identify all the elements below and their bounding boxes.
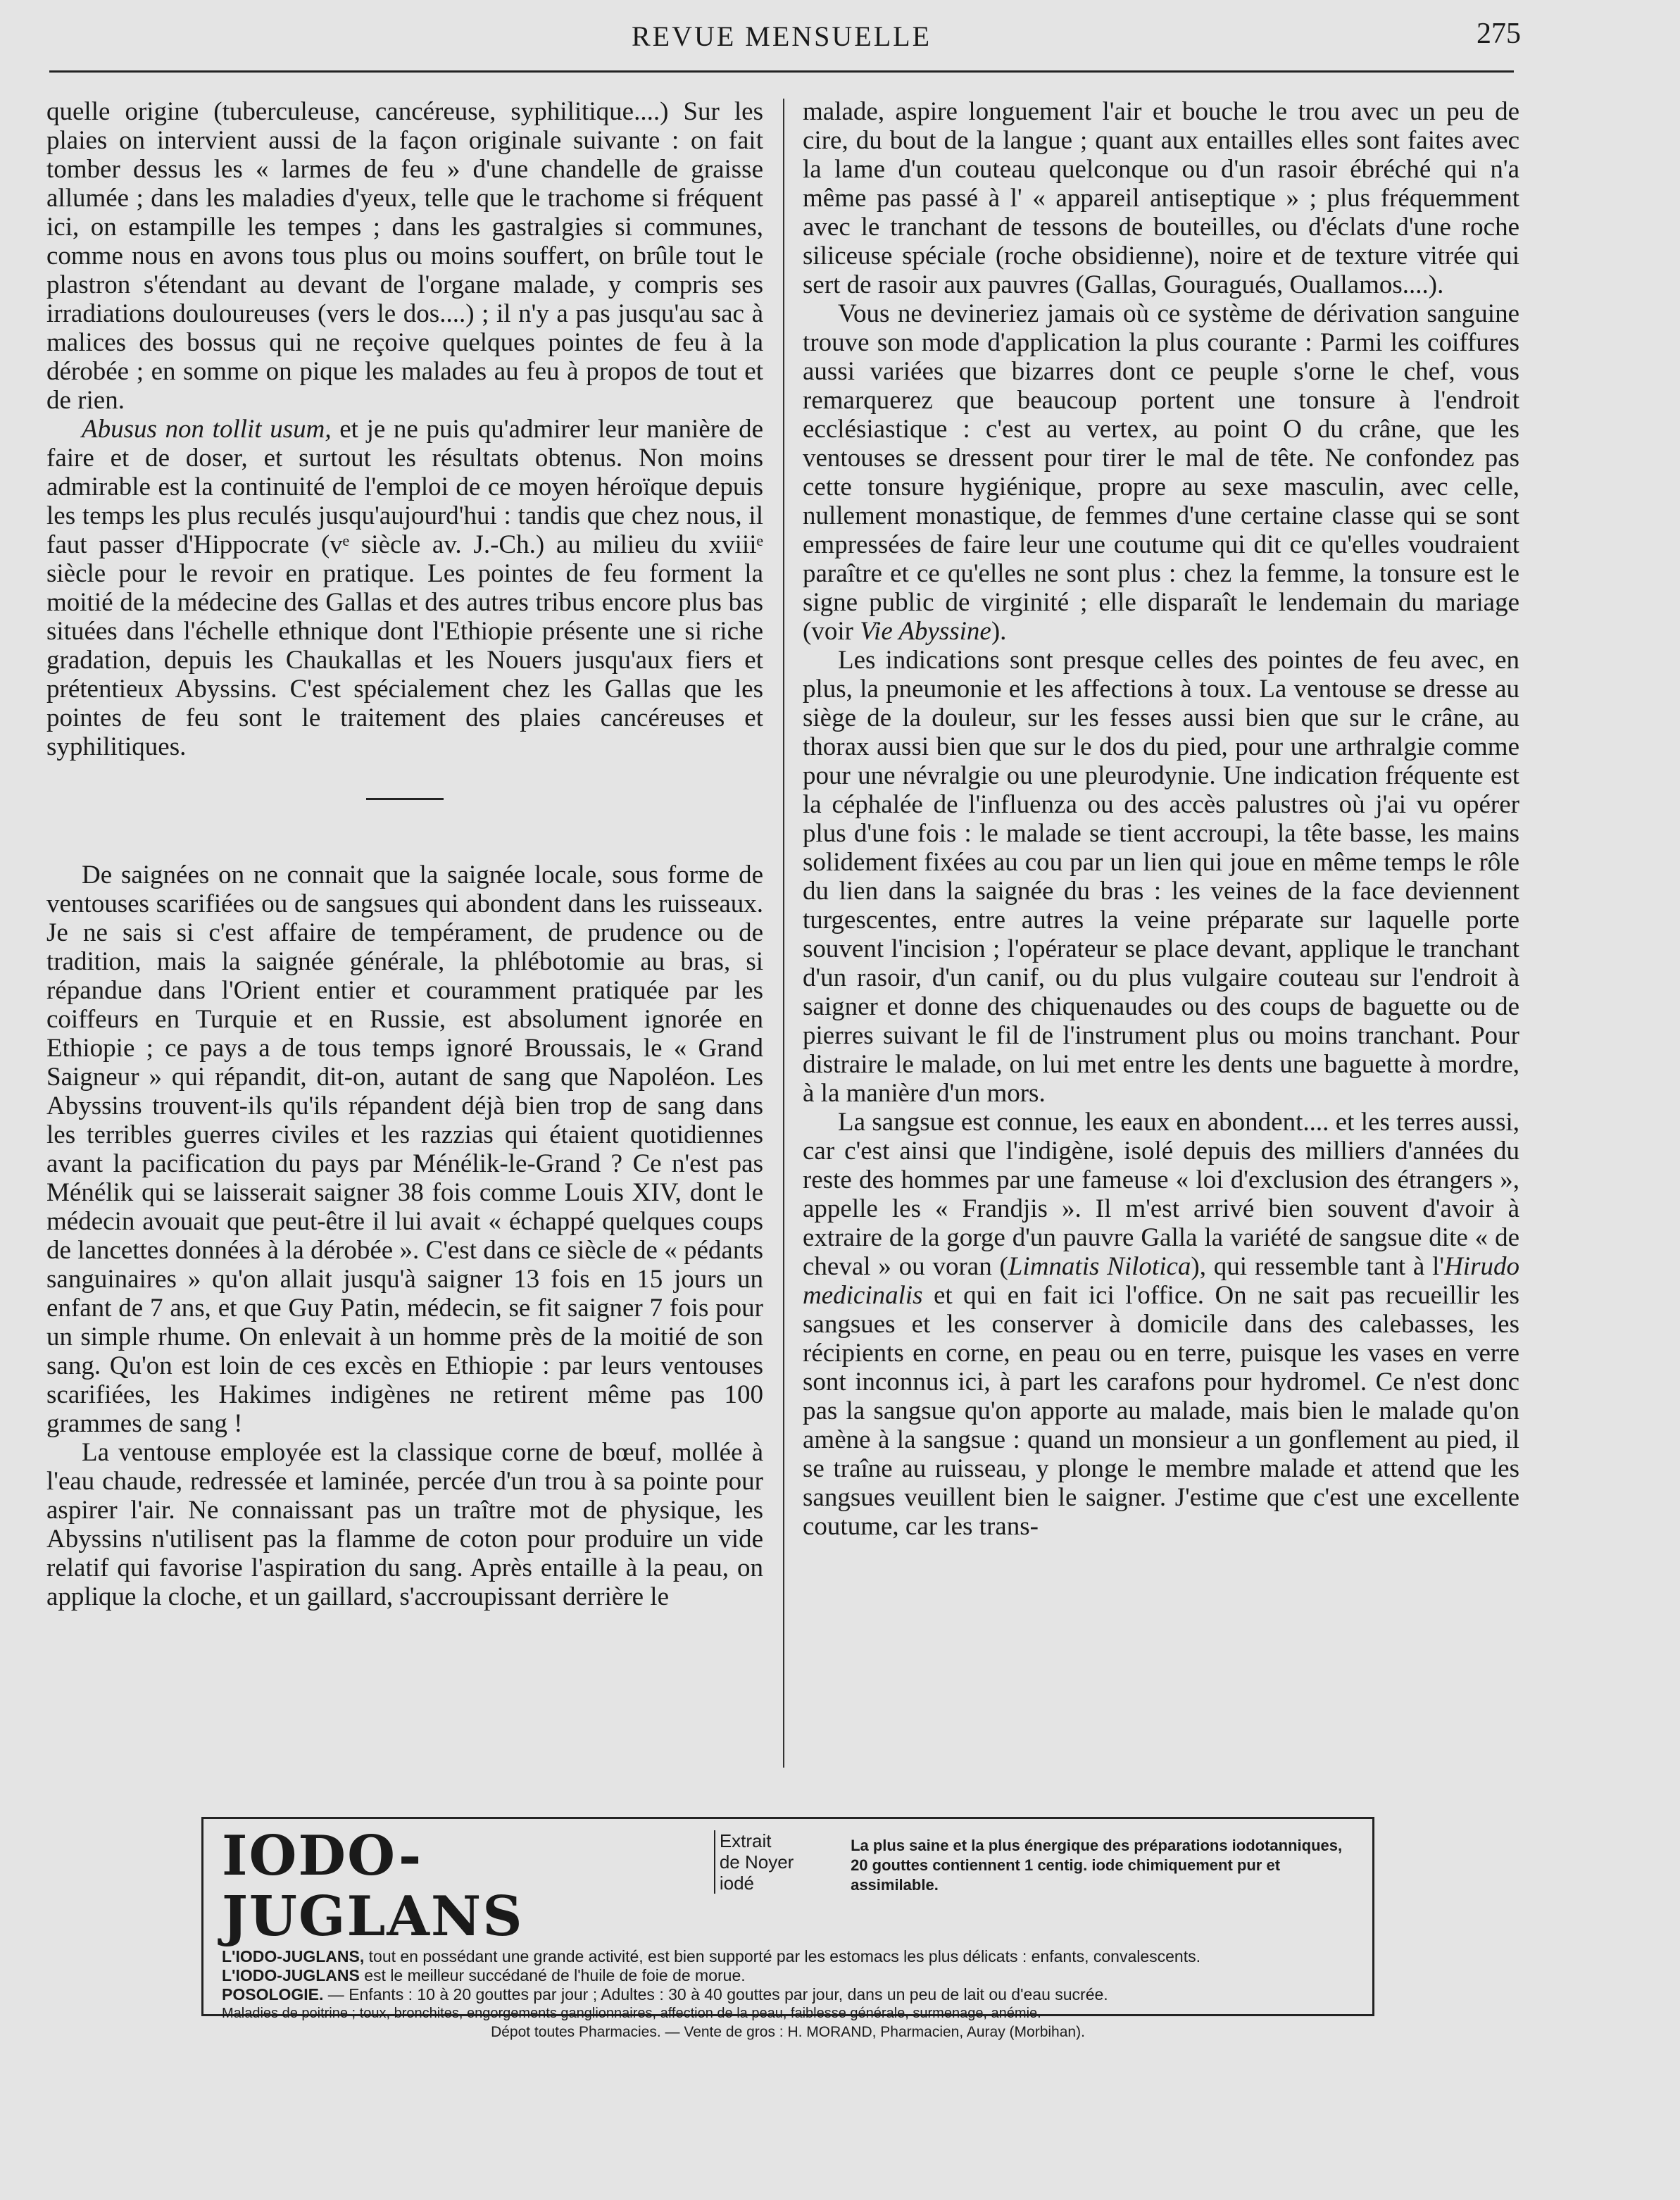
advert-text: est le meilleur succédané de l'huile de foie de morue. [359,1966,746,1985]
left-column [46,97,763,1611]
advert-extrait [714,1830,829,1894]
book-title: Vie Abyssine [860,617,991,646]
latin-phrase: Abusus non tollit usum, [82,415,332,444]
paragraph: Les indications sont presque celles des pointes de feu avec, en plus, la pneumonie et les affections à toux. La ventouse se dresse au siège de la douleur, sur les fesses aussi bien que sur le crâne, au thorax aussi bien que sur le dos du pied, pour une arthralgie comme pour une névralgie ou une pleurodynie. Une indication fréquente est la céphalée de l'influenza ou des accès palustres où j'ai vu opérer plus d'une fois : le malade se tient accroupi, la tête basse, les mains solidement fixées au cou par un lien qui joue en même temps le rôle du lien dans la saignée du bras : les veines de la face deviennent turgescentes, entre autres la veine préparate sur laquelle porte souvent l'incision ; l'opérateur se place devant, applique le tranchant d'un rasoir, d'un canif, ou du plus vulgaire couteau sur l'endroit à saigner et donne des chiquenaudes ou des coups de baguette ou de pierres suivant le fil de l'instrument plus ou moins tranchant. Pour distraire le malade, on lui met entre les dents une baguette à mordre, à la manière d'un mors. [803,646,1519,1108]
advert-tagline [851,1836,1354,1895]
section-gap [46,800,763,861]
advert-brand-inline: L'IODO-JUGLANS, [222,1947,365,1965]
advert-brand-inline: L'IODO-JUGLANS [222,1966,360,1985]
paragraph: malade, aspire longuement l'air et bouche le trou avec un peu de cire, du bout de la langue ; quant aux entailles elles sont faites avec la lame d'un couteau quelconque ou d'un rasoir ébréché qui n'a même pas passé à l' « appareil antiseptique » ; plus fréquemment avec le tranchant de tessons de bouteilles, ou d'éclats d'une roche siliceuse spéciale (roche obsidienne), noire et de texture vitrée qui sert de rasoir aux pauvres (Gallas, Gouragués, Ouallamos....). [803,97,1519,299]
page-number: 275 [1477,18,1521,50]
paragraph: quelle origine (tuberculeuse, cancéreuse, syphilitique....) Sur les plaies on intervient aussi de la façon originale suivante : on fait tomber dessus les « larmes de feu » d'une chandelle de graisse allumée ; dans les maladies d'yeux, telle que le trachome si fréquent ici, on estampille les tempes ; dans les gastralgies si communes, comme nous en avons tous plus ou moins souffert, on brûle tout le plastron s'étendant au devant de l'organe malade, y compris ses irradiations douloureuses (vers le dos....) ; il n'y a pas jusqu'au sac à malices des bossus qui ne reçoive quelques pointes de feu à la dérobée ; en somme on pique les malades au feu à propos de tout et de rien. [46,97,763,415]
posologie-text: — Enfants : 10 à 20 gouttes par jour ; Adultes : 30 à 40 gouttes par jour, dans un peu de lait ou d'eau sucrée. [323,1985,1108,2004]
paragraph-text: et qui en fait ici l'office. On ne sait pas recueillir les sangsues et les conserver à domicile dans des calebasses, les récipients en corne, en peau ou en terre, puisque les vases en verre sont inconnus ici, à part les carafons pour hydromel. Ce n'est donc pas la sangsue qu'on apporte au malade, mais bien le malade qu'on amène à la sangsue : quand un monsieur a un gonflement au pied, il se traîne au ruisseau, y plonge le membre malade et attend que les sangsues veuillent bien le saigner. J'estime que c'est une excellente coutume, car les trans- [803,1281,1519,1541]
advert-line [222,1966,1354,1985]
paragraph [803,299,1519,646]
paragraph-text: et je ne puis qu'admirer leur manière de faire et de doser, et surtout les résultats obtenus. Non moins admirable est la continuité de l'emploi de ce moyen héroïque depuis les temps les plus reculés jusqu'aujourd'hui : tandis que chez nous, il faut passer d'Hippocrate (vᵉ siècle av. J.-Ch.) au milieu du xviiiᵉ siècle pour le revoir en pratique. Les pointes de feu forment la moitié de la médecine des Gallas et des autres tribus encore plus bas situées dans l'échelle ethnique dont l'Ethiopie présente une si riche gradation, depuis les Chaukallas et les Nouers jusqu'aux fiers et prétentieux Abyssins. C'est spécialement chez les Gallas que les pointes de feu sont le traitement des plaies cancéreuses et syphilitiques. [46,415,764,761]
paragraph-text: Vous ne devineriez jamais où ce système de dérivation sanguine trouve son mode d'application la plus courante : Parmi les coiffures aussi variées que bizarres dont ce peuple s'orne le chef, vous remarquerez que beaucoup portent une tonsure à l'endroit ecclésiastique : c'est au vertex, au point O du crâne, que les ventouses se dressent pour tirer le mal de tête. Ne confondez pas cette tonsure hygiénique, propre au sexe masculin, avec celle, nullement monastique, de femmes d'une certaine classe qui se sont empressées de faire leur une coutume qui dit ce qu'elles voudraient paraître et ce qu'elles ne sont plus : chez la femme, la tonsure est le signe public de virginité ; elle disparaît le lendemain du mariage (voir [803,299,1519,646]
advert-brand: IODO-JUGLANS [222,1824,524,1949]
paragraph [46,415,763,761]
paragraph [803,1108,1519,1541]
advert-maladies: Maladies de poitrine ; toux, bronchites, engorgements ganglionnaires, affection de la peau, faiblesse générale, surmenage, anémie. [222,2006,1041,2021]
paragraph-text: ), qui ressemble tant à l' [1191,1252,1445,1281]
advert-depot: Dépot toutes Pharmacies. — Vente de gros : H. MORAND, Pharmacien, Auray (Morbihan). [491,2024,1085,2040]
advert-top [222,1826,1354,1947]
column-rule [783,99,784,1768]
iodo-juglans-advert [201,1817,1374,2040]
paragraph: De saignées on ne connait que la saignée locale, sous forme de ventouses scarifiées ou de sangsues qui abondent dans les ruisseaux. Je ne sais si c'est affaire de tempérament, de prudence ou de tradition, mais la saignée générale, la phlébotomie au bras, si répandue dans l'Orient entier et couramment pratiquée par les coiffeurs en Turquie et en Russie, est absolument ignorée en Ethiopie ; ce pays a de tous temps ignoré Broussais, le « Grand Saigneur » qui répandit, dit-on, autant de sang que Napoléon. Les Abyssins trouvent-ils qu'ils répandent déjà bien trop de sang dans les terribles guerres civiles et les razzias qui étaient quotidiennes avant la pacification du pays par Ménélik-le-Grand ? Ce n'est pas Ménélik qui se laisserait saigner 38 fois comme Louis XIV, dont le médecin avouait que peut-être il lui avait « échappé quelques coups de lancettes données à la dérobée ». C'est dans ce siècle de « pédants sanguinaires » qu'on allait jusqu'à saigner 13 fois en 15 jours un enfant de 7 ans, et que Guy Patin, médecin, se fit saigner 7 fois pour un simple rhume. On enlevait à un homme près de la moitié de son sang. Qu'on est loin de ces excès en Ethiopie : par leurs ventouses scarifiées, les Hakimes indigènes ne retirent même pas 100 grammes de sang ! [46,861,763,1438]
paragraph: La ventouse employée est la classique corne de bœuf, mollée à l'eau chaude, redressée et laminée, percée d'un trou à sa pointe pour aspirer l'air. Ne connaissant pas un traître mot de physique, les Abyssins n'utilisent pas la flamme de coton pour produire un vide relatif qui favorise l'aspiration du sang. Après entaille à la peau, on applique la cloche, et un gaillard, s'accroupissant derrière le [46,1438,763,1611]
advert-line [222,1947,1354,1966]
paragraph-text: ). [991,617,1007,646]
running-title: REVUE MENSUELLE [631,20,932,52]
extrait-line: Extrait [719,1830,772,1851]
page-header [49,18,1521,58]
tagline-line: 20 gouttes contiennent 1 centig. iode chimiquement pur et assimilable. [851,1856,1281,1894]
advert-text: tout en possédant une grande activité, est bien supporté par les estomacs les plus délicats : enfants, convalescents. [364,1947,1201,1965]
advert-posologie [222,1985,1354,2004]
species-name: Limnatis Nilotica [1008,1252,1191,1281]
tagline-line: La plus saine et la plus énergique des préparations iodotanniques, [851,1837,1343,1854]
header-rule [49,70,1514,73]
species-name: Hirudo medicinalis [803,1252,1519,1310]
extrait-line: de Noyer iodé [719,1851,794,1894]
right-column [803,97,1519,1541]
paragraph-text: La sangsue est connue, les eaux en abondent.... et les terres aussi, car c'est ainsi que l'indigène, isolé depuis des milliers d'années du reste des hommes par une fameuse « loi d'exclusion des étrangers », appelle les « Frandjis ». Il m'est arrivé bien souvent d'avoir à extraire de la gorge d'un pauvre Galla la variété de sangsue dite « de cheval » ou voran ( [803,1108,1519,1281]
posologie-label: POSOLOGIE. [222,1985,324,2004]
